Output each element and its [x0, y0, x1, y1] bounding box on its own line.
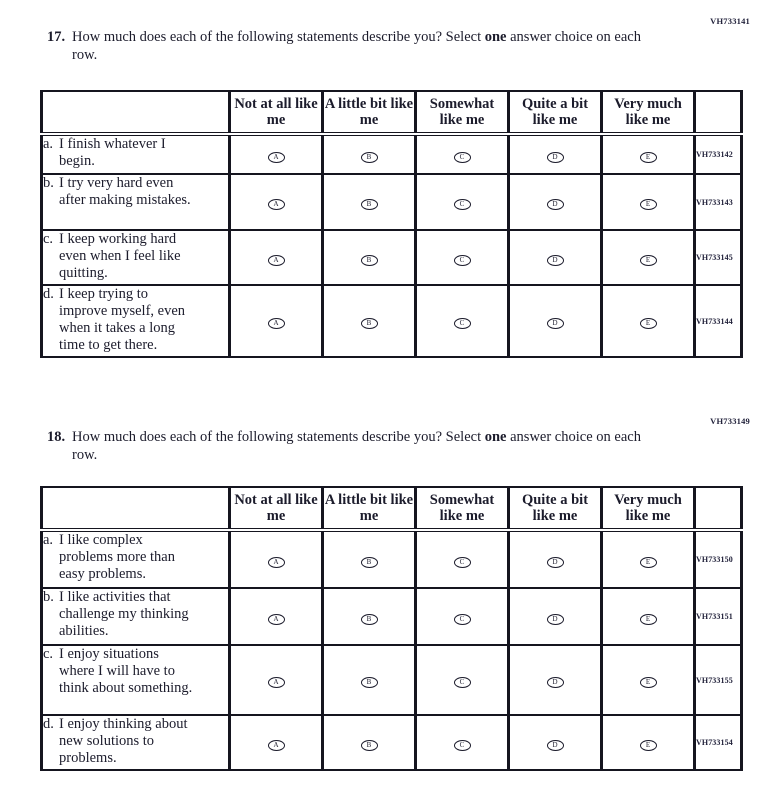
row-accession-code: VH733143 [695, 174, 742, 230]
answer-bubble-a[interactable]: A [268, 740, 285, 751]
row-accession-code: VH733151 [695, 588, 742, 645]
header-row [42, 487, 742, 530]
header-row [42, 91, 742, 134]
column-header-very-much: Very much like me [602, 91, 695, 134]
question-18-section [40, 416, 750, 771]
column-header-not-at-all: Not at all like me [230, 487, 323, 530]
statement-cell: d. I keep trying to improve myself, even when it takes a long time to get there. [42, 285, 230, 357]
answer-bubble-b[interactable]: B [361, 557, 378, 568]
answer-bubble-e[interactable]: E [640, 255, 657, 266]
answer-bubble-e[interactable]: E [640, 152, 657, 163]
answer-bubble-d[interactable]: D [547, 677, 564, 688]
answer-bubble-d[interactable]: D [547, 740, 564, 751]
row-accession-code: VH733154 [695, 715, 742, 770]
answer-bubble-c[interactable]: C [454, 614, 471, 625]
answer-bubble-e[interactable]: E [640, 740, 657, 751]
answer-bubble-e[interactable]: E [640, 318, 657, 329]
answer-bubble-a[interactable]: A [268, 677, 285, 688]
question-17-accession-code: VH733141 [710, 16, 750, 26]
answer-bubble-d[interactable]: D [547, 557, 564, 568]
answer-bubble-d[interactable]: D [547, 152, 564, 163]
row-accession-code: VH733145 [695, 230, 742, 285]
answer-bubble-e[interactable]: E [640, 677, 657, 688]
statement-column-header [42, 487, 230, 530]
row-accession-code: VH733155 [695, 645, 742, 715]
answer-bubble-a[interactable]: A [268, 557, 285, 568]
statement-cell: c. I enjoy situations where I will have to think about something. [42, 645, 230, 715]
column-header-a-little-bit: A little bit like me [323, 91, 416, 134]
statement-cell: c. I keep working hard even when I feel like quitting. [42, 230, 230, 285]
answer-bubble-b[interactable]: B [361, 614, 378, 625]
answer-bubble-c[interactable]: C [454, 152, 471, 163]
table-row [42, 174, 742, 230]
question-17-section [40, 16, 750, 358]
column-header-not-at-all: Not at all like me [230, 91, 323, 134]
table-row [42, 530, 742, 588]
question-18-table [40, 486, 743, 771]
statement-column-header [42, 91, 230, 134]
question-17-number: 17. [47, 29, 66, 45]
column-header-quite-a-bit: Quite a bit like me [509, 91, 602, 134]
table-row [42, 134, 742, 174]
column-header-quite-a-bit: Quite a bit like me [509, 487, 602, 530]
answer-bubble-e[interactable]: E [640, 557, 657, 568]
table-row [42, 230, 742, 285]
answer-bubble-b[interactable]: B [361, 677, 378, 688]
code-column-header [695, 487, 742, 530]
answer-bubble-c[interactable]: C [454, 740, 471, 751]
answer-bubble-c[interactable]: C [454, 557, 471, 568]
answer-bubble-a[interactable]: A [268, 152, 285, 163]
row-accession-code: VH733150 [695, 530, 742, 588]
answer-bubble-b[interactable]: B [361, 740, 378, 751]
table-row [42, 645, 742, 715]
answer-bubble-d[interactable]: D [547, 255, 564, 266]
statement-cell: b. I like activities that challenge my thinking abilities. [42, 588, 230, 645]
answer-bubble-b[interactable]: B [361, 199, 378, 210]
statement-cell: d. I enjoy thinking about new solutions to problems. [42, 715, 230, 770]
question-18-number: 18. [47, 429, 66, 445]
column-header-very-much: Very much like me [602, 487, 695, 530]
question-17-prompt [47, 28, 750, 64]
code-column-header [695, 91, 742, 134]
answer-bubble-b[interactable]: B [361, 152, 378, 163]
answer-bubble-d[interactable]: D [547, 199, 564, 210]
answer-bubble-d[interactable]: D [547, 614, 564, 625]
answer-bubble-a[interactable]: A [268, 318, 285, 329]
answer-bubble-c[interactable]: C [454, 199, 471, 210]
statement-cell: b. I try very hard even after making mistakes. [42, 174, 230, 230]
answer-bubble-b[interactable]: B [361, 255, 378, 266]
answer-bubble-c[interactable]: C [454, 318, 471, 329]
row-accession-code: VH733144 [695, 285, 742, 357]
answer-bubble-e[interactable]: E [640, 199, 657, 210]
table-row [42, 715, 742, 770]
answer-bubble-c[interactable]: C [454, 677, 471, 688]
answer-bubble-c[interactable]: C [454, 255, 471, 266]
answer-bubble-a[interactable]: A [268, 614, 285, 625]
column-header-a-little-bit: A little bit like me [323, 487, 416, 530]
answer-bubble-e[interactable]: E [640, 614, 657, 625]
column-header-somewhat: Somewhat like me [416, 91, 509, 134]
question-18-prompt [47, 428, 750, 464]
question-18-text: How much does each of the following statements describe you? Select one answer choice on each row. [72, 429, 641, 463]
column-header-somewhat: Somewhat like me [416, 487, 509, 530]
question-17-table [40, 90, 743, 358]
question-17-text: How much does each of the following statements describe you? Select one answer choice on each row. [72, 29, 641, 63]
statement-cell: a. I like complex problems more than easy problems. [42, 530, 230, 588]
table-row [42, 588, 742, 645]
statement-cell: a. I finish whatever I begin. [42, 134, 230, 174]
row-accession-code: VH733142 [695, 134, 742, 174]
table-row [42, 285, 742, 357]
answer-bubble-d[interactable]: D [547, 318, 564, 329]
answer-bubble-a[interactable]: A [268, 199, 285, 210]
question-18-accession-code: VH733149 [710, 416, 750, 426]
answer-bubble-b[interactable]: B [361, 318, 378, 329]
answer-bubble-a[interactable]: A [268, 255, 285, 266]
